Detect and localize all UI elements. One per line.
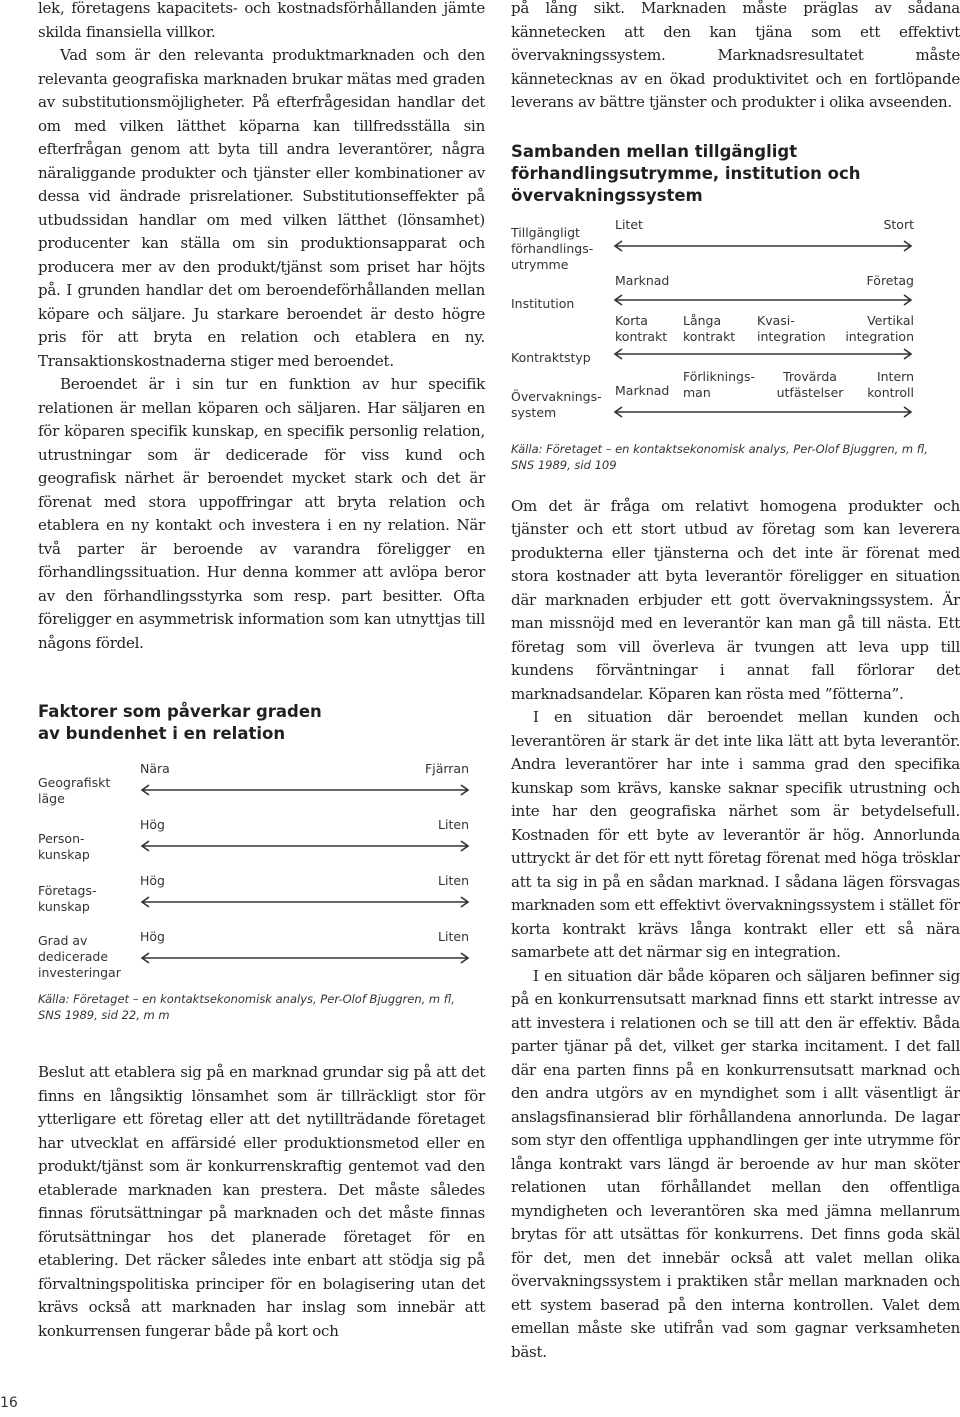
row-left-value: Marknad [615, 272, 670, 288]
monitoring-item: Trovärda utfästelser [776, 368, 844, 400]
figure-samband-title: Sambanden mellan tillgängligt förhandlingsutrymme, institution och övervakningssystem [511, 141, 861, 205]
right-paragraph-1: på lång sikt. Marknaden måste präglas av sådana kännetecken att den kan tjäna som ett effektivt övervakningssystem. Marknadsresultatet måste kännetecknas av en ökad produktivitet och en fortlöpande leverans av bättre tjänster och produkter i olika avseenden. [511, 0, 960, 111]
left-paragraph-4: Beslut att etablera sig på en marknad grundar sig på att det finns en långsiktig lönsamhet som är tillräckligt stor för ytterligare ett företag eller att det nytillträdande företaget har utvecklat en affärsidé eller produktionsmetod eller en produkt/tjänst som är konkurrenskraftig gentemot vad den etablerade marknaden kan prestera. Det måste således finnas förutsättningar på marknaden och det måste finnas förutsättningar hos det planerade företaget för en etablering. Det räcker således inte enbart att stödja sig på förvaltningspolitiska principer för en bolagisering utan det krävs också att marknaden har inslag som innebär att konkurrensen fungerar både på kort och [38, 1063, 485, 1340]
row-right-value: Fjärran [425, 761, 469, 776]
figure-bundenhet [38, 701, 485, 1023]
page-number: 16 [0, 1395, 18, 1411]
row-label: Geografiskt läge [38, 775, 111, 806]
left-paragraph-2: Vad som är den relevanta produktmarknaden och den relevanta geografiska marknaden brukar mätas med graden av substitutionsmöjligheter. På efterfrågesidan handlar det om med vilken lätthet köparna kan tillfredsställa sin efterfrågan genom att byta till andra leverantörer, några näraliggande produkter och tjänster eller kombinationer av dessa vid ändrade prisrelationer. Substitutionseffekter på utbudssidan handlar om med vilken lätthet (lönsamhet) producenter kan ställa om sin produktionsapparat och producera mer av den produkt/tjänst som priset har höjts på. I grunden handlar det om beroendeförhållanden mellan köpare och säljare. Ju starkare beroendet är desto högre pris för att bryta en relation och etablera en ny. Transaktionskostnaderna stiger med beroendet. [38, 46, 485, 370]
left-paragraph-1: lek, företagens kapacitets- och kostnadsförhållanden jämte skilda finansiella villkor. [38, 0, 485, 41]
row-left-value: Nära [140, 761, 170, 776]
double-arrow-icon [613, 295, 913, 305]
contract-item: Korta kontrakt [615, 312, 668, 344]
row-label: Kontraktstyp [511, 349, 591, 365]
contract-item: Vertikal integration [845, 312, 914, 344]
row-label: Institution [511, 295, 575, 311]
double-arrow-icon [613, 349, 913, 359]
row-left-value: Litet [615, 216, 643, 232]
figure-samband-source: Källa: Företaget – en kontaktsekonomisk analys, Per-Olof Bjuggren, m fl, SNS 1989, sid 109 [511, 441, 928, 472]
figure-bundenhet-diagram [38, 761, 485, 991]
right-paragraph-4: I en situation där både köparen och säljaren befinner sig på en konkurrensutsatt marknad finns ett starkt intresse av att investera i relationen och se till att den är effektiv. Båda parter tjänar på det, vilket ger starka incitament. I det fall där ena parten finns på en konkurrensutsatt marknad och den andra utgörs av en myndighet som i allt väsentligt är anslagsfinansierad blir förhållandena annorlunda. De lagar som styr den offentliga upphandlingen ger inte utrymme för långa kontrakt vars längd är beroende av hur man sköter relationen utan förhållandet mellan den offentliga myndigheten och leverantören ska med jämna mellanrum brytas för att utsättas för konkurrens. Det finns goda skäl för det, men det innebär också att valet mellan olika övervakningssystem i praktiken står mellan marknaden och ett system baserad på den interna kontrollen. Valet dem emellan måste ske utifrån vad som gagnar verksamheten bäst. [511, 966, 960, 1361]
row-left-value: Hög [140, 817, 165, 832]
right-column [511, 0, 960, 1364]
contract-item: Långa kontrakt [683, 312, 736, 344]
row-right-value: Stort [883, 216, 914, 232]
row-right-value: Liten [438, 817, 469, 832]
row-left-value: Hög [140, 873, 165, 888]
figure-samband-diagram [511, 217, 960, 439]
monitoring-item: Marknad [615, 382, 670, 398]
left-column [38, 0, 485, 1343]
right-paragraph-3: I en situation där beroendet mellan kunden och leverantören är stark är det inte lika lätt att byta leverantör. Andra leverantörer har inte i samma grad den specifika kunskap som krävs, kanske saknar specifik utrustning och inte har den geografiska närhet som är betydelsefull. Kostnaden för ett byte av leverantör är hög. Annorlunda uttryckt är det för ett nytt företag förenat med höga trösklar att ta sig in på en sådan marknad. I sådana lägen försvagas marknaden som ett effektivt övervakningssystem i stället för korta kontrakt krävs långa kontrakt eller ett så nära samarbete att det närmar sig en integration. [511, 708, 960, 961]
monitoring-item: Intern kontroll [867, 368, 914, 400]
row-right-value: Företag [866, 272, 914, 288]
double-arrow-icon [140, 897, 470, 907]
double-arrow-icon [613, 407, 913, 417]
double-arrow-icon [140, 953, 470, 963]
figure-samband [511, 141, 960, 473]
figure-bundenhet-title: Faktorer som påverkar graden av bundenhet i en relation [38, 702, 322, 743]
double-arrow-icon [140, 785, 470, 795]
row-label: Grad av dedicerade investeringar [38, 933, 121, 980]
double-arrow-icon [613, 241, 913, 251]
row-label: Företags-kunskap [38, 883, 97, 914]
right-paragraph-2: Om det är fråga om relativt homogena produkter och tjänster och ett stort utbud av företag som kan leverera produkterna eller tjänsterna och det inte är förenat med stora kostnader att byta leverantör föreligger en situation där marknaden erbjuder ett gott övervakningssystem. Är man missnöjd med en leverantör kan man gå till nästa. Ett företag som vill överleva är tvungen att leva upp till kundens förväntningar i annat fall förlorar det marknadsandelar. Köparen kan rösta med ”fötterna”. [511, 496, 960, 703]
row-right-value: Liten [438, 929, 469, 944]
row-label: Person-kunskap [38, 831, 90, 862]
contract-item: Kvasi-integration [757, 312, 826, 344]
row-right-value: Liten [438, 873, 469, 888]
double-arrow-icon [140, 841, 470, 851]
figure-bundenhet-source: Källa: Företaget – en kontaktsekonomisk analys, Per-Olof Bjuggren, m fl, SNS 1989, sid 22, m m [38, 992, 455, 1022]
row-label: Tillgängligt förhandlings-utrymme [511, 224, 594, 272]
left-paragraph-3: Beroendet är i sin tur en funktion av hur specifik relationen är mellan köparen och säljaren. Har säljaren en för köparen specifik kunskap, en specifik personlig relation, utrustningar som är dedicerade för viss kund och geografisk närhet är beroendet mycket stark och det är förenat med stora uppoffringar att bryta relation och etablera en ny kontakt och investera i en ny relation. När två parter är beroende av varandra föreligger en förhandlingssituation. Hur denna kommer att avlöpa beror av den förhandlingsstyrka som resp. part besitter. Ofta föreligger en asymmetrisk information som kan utnyttjas till någons fördel. [38, 375, 485, 652]
row-left-value: Hög [140, 929, 165, 944]
monitoring-item: Förliknings-man [683, 368, 755, 400]
row-label: Övervaknings-system [511, 388, 602, 420]
